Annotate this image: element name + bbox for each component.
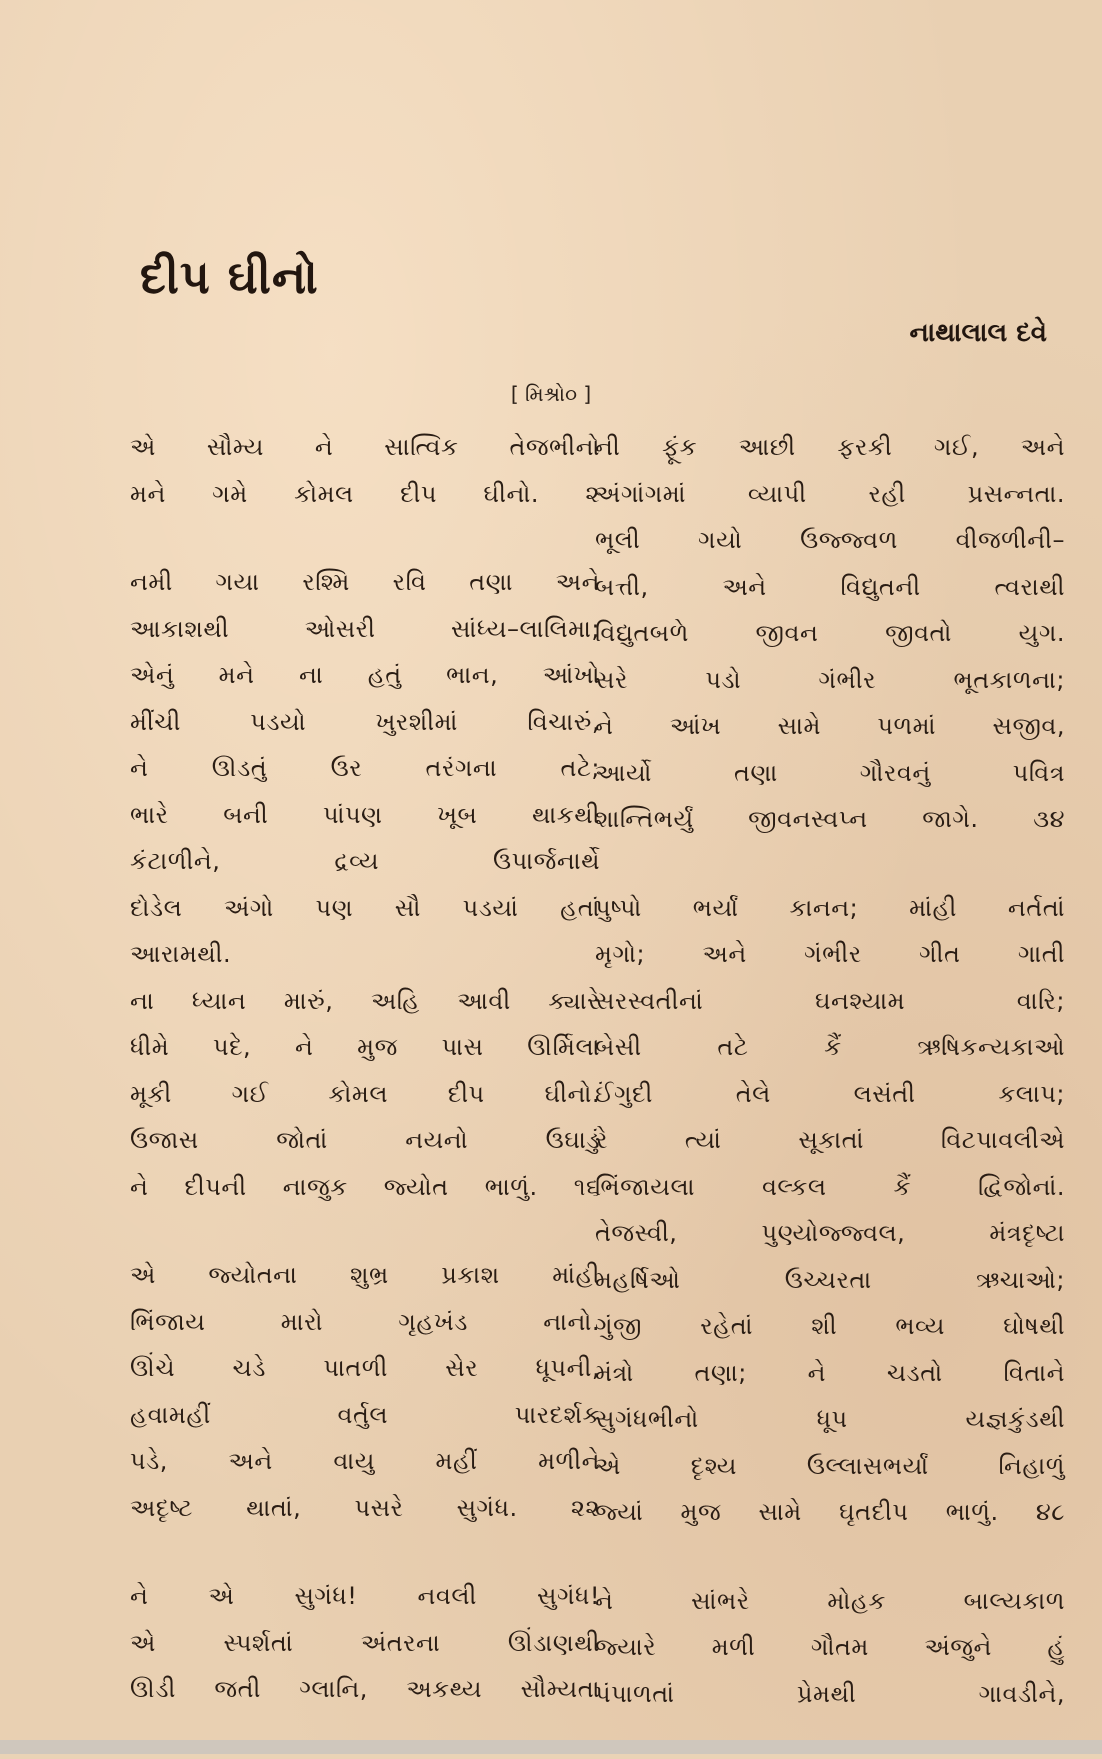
poem-line: ધીમે પદે, ને મુજ પાસ ઊર્મિલા bbox=[130, 1033, 600, 1061]
stanza bbox=[130, 1252, 600, 1531]
poem-line: ને એ સુગંધ! નવલી સુગંધ! bbox=[130, 1582, 600, 1610]
poem-line: પંપાળતાં પ્રેમથી ગાવડીને, bbox=[595, 1679, 1065, 1708]
poem-line: પુષ્પો ભર્યાં કાનન; માંહી નર્તતાં bbox=[595, 893, 1065, 922]
poem-line: સરે પડો ગંભીર ભૂતકાળના; bbox=[595, 665, 1065, 694]
poem-line: એ સૌમ્ય ને સાત્વિક તેજભીનો bbox=[130, 433, 600, 461]
poem-line: ભારે બની પાંપણ ખૂબ થાકથી bbox=[130, 800, 600, 829]
poem-line: મીંચી પડયો ખુરશીમાં વિચારું, bbox=[130, 707, 600, 736]
poem-line: પડે, અને વાયુ મહીં મળીને bbox=[130, 1447, 600, 1475]
poem-line: ઊંચે ચડે પાતળી સેર ધૂપની, bbox=[130, 1354, 600, 1382]
poem-line: દોડેલ અંગો પણ સૌ પડયાં હતાં bbox=[130, 893, 600, 922]
poem-author: નાથાલાલ દવે bbox=[909, 318, 1047, 348]
poem-line: હવામહીં વર્તુલ પારદર્શક bbox=[130, 1400, 600, 1429]
page-edge bbox=[0, 1740, 1102, 1754]
poem-line: એ જ્યોતના શુભ્ર પ્રકાશ માંહી bbox=[130, 1261, 600, 1289]
poem-line: સુગંધભીનો ધૂપ યજ્ઞકુંડથી bbox=[595, 1405, 1065, 1433]
poem-line: શાન્તિભર્યું જીવનસ્વપ્ન જાગે. ૩૪ bbox=[595, 805, 1065, 833]
poem-line: એ દૃશ્ય ઉલ્લાસભર્યાં નિહાળું bbox=[595, 1451, 1065, 1480]
poem-line: મૃગો; અને ગંભીર ગીત ગાતી bbox=[595, 940, 1065, 968]
stanza bbox=[130, 559, 600, 1210]
poem-line: અદૃષ્ટ થાતાં, પસરે સુગંધ. ૨૨ bbox=[130, 1493, 600, 1522]
poem-line: આકાશથી ઓસરી સાંધ્ય–લાલિમા; bbox=[130, 614, 600, 643]
poem-line: ને સાંભરે મોહક બાલ્યકાળ bbox=[595, 1586, 1065, 1615]
poem-line: બેસી તટે કૈં ઋષિકન્યકાઓ bbox=[595, 1033, 1065, 1061]
poem-line: વિદ્યુતબળે જીવન જીવતો યુગ. bbox=[595, 619, 1065, 647]
poem-title: દીપ ઘીનો bbox=[140, 250, 319, 304]
stanza bbox=[595, 1578, 1065, 1718]
poem-line: ભિંજાય મારો ગૃહખંડ નાનો. bbox=[130, 1307, 600, 1336]
poem-line: ને આંખ સામે પળમાં સજીવ, bbox=[595, 712, 1065, 740]
poem-line: ની ફૂંક આછી ફરકી ગઈ, અને bbox=[595, 433, 1065, 461]
poem-line: મંત્રો તણા; ને ચડતો વિતાને bbox=[595, 1358, 1065, 1387]
poem-line: ને ઊડતું ઉર તરંગના તટે; bbox=[130, 754, 600, 782]
poem-line: સરસ્વતીનાં ઘનશ્યામ વારિ; bbox=[595, 986, 1065, 1015]
poem-line: ઉજાસ જોતાં નયનો ઉઘાડું bbox=[130, 1126, 600, 1154]
poem-line: મને ગમે કોમલ દીપ ઘીનો. ૨ bbox=[130, 479, 600, 508]
poem-line: ભિંજાયલા વલ્કલ કૈં દ્વિજોનાં. bbox=[595, 1172, 1065, 1201]
stanza bbox=[130, 1573, 600, 1713]
stanza bbox=[595, 424, 1065, 843]
stanza bbox=[595, 885, 1065, 1536]
poem-line: આરામથી. bbox=[130, 940, 232, 968]
poem-line: એનું મને ના હતું ભાન, આંખો bbox=[130, 661, 600, 689]
poem-line: તેજસ્વી, પુણ્યોજ્જ્વલ, મંત્રદૃષ્ટા bbox=[595, 1219, 1065, 1247]
poem-line: જ્યારે મળી ગૌતમ અંજુને હું bbox=[595, 1633, 1065, 1661]
poem-line: ને દીપની નાજુક જ્યોત ભાળું. ૧૬ bbox=[130, 1172, 600, 1201]
poem-line: અંગાંગમાં વ્યાપી રહી પ્રસન્નતા. bbox=[595, 479, 1065, 508]
poem-line: મૂકી ગઈ કોમલ દીપ ઘીનો. bbox=[130, 1079, 600, 1108]
poem-line: ઊડી જતી ગ્લાનિ, અકથ્ય સૌમ્યતા bbox=[130, 1675, 600, 1703]
poem-line: ગુંજી રહેતાં શી ભવ્ય ઘોષથી bbox=[595, 1312, 1065, 1340]
poem-line: ઈંગુદી તેલે લસંતી કલાપ; bbox=[595, 1079, 1065, 1108]
poem-line: ના ધ્યાન મારું, અહિ આવી ક્યારે bbox=[130, 986, 600, 1015]
poem-line: આર્યો તણા ગૌરવનું પવિત્ર bbox=[595, 758, 1065, 787]
stanza bbox=[130, 424, 600, 517]
poem-line: ભૂલી ગયો ઉજ્જ્વળ વીજળીની– bbox=[595, 526, 1065, 554]
poem-line: રે ત્યાં સૂકાતાં વિટપાવલીએ bbox=[595, 1126, 1065, 1154]
poem-line: નમી ગયા રશ્મિ રવિ તણા અને bbox=[130, 568, 600, 596]
poem-line: બત્તી, અને વિદ્યુતની ત્વરાથી bbox=[595, 572, 1065, 601]
poem-line: કંટાળીને, દ્રવ્ય ઉપાર્જનાર્થે bbox=[130, 847, 600, 875]
meter-label: [ મિશ્રો૦ ] bbox=[510, 382, 592, 406]
left-column bbox=[130, 424, 600, 1755]
right-column bbox=[595, 424, 1065, 1759]
poem-line: જ્યાં મુજ સામે ઘૃતદીપ ભાળું. ૪૮ bbox=[595, 1498, 1065, 1526]
poem-line: મહર્ષિઓ ઉચ્ચરતા ઋચાઓ; bbox=[595, 1265, 1065, 1294]
poem-line: એ સ્પર્શતાં અંતરના ઊંડાણથી bbox=[130, 1628, 600, 1657]
